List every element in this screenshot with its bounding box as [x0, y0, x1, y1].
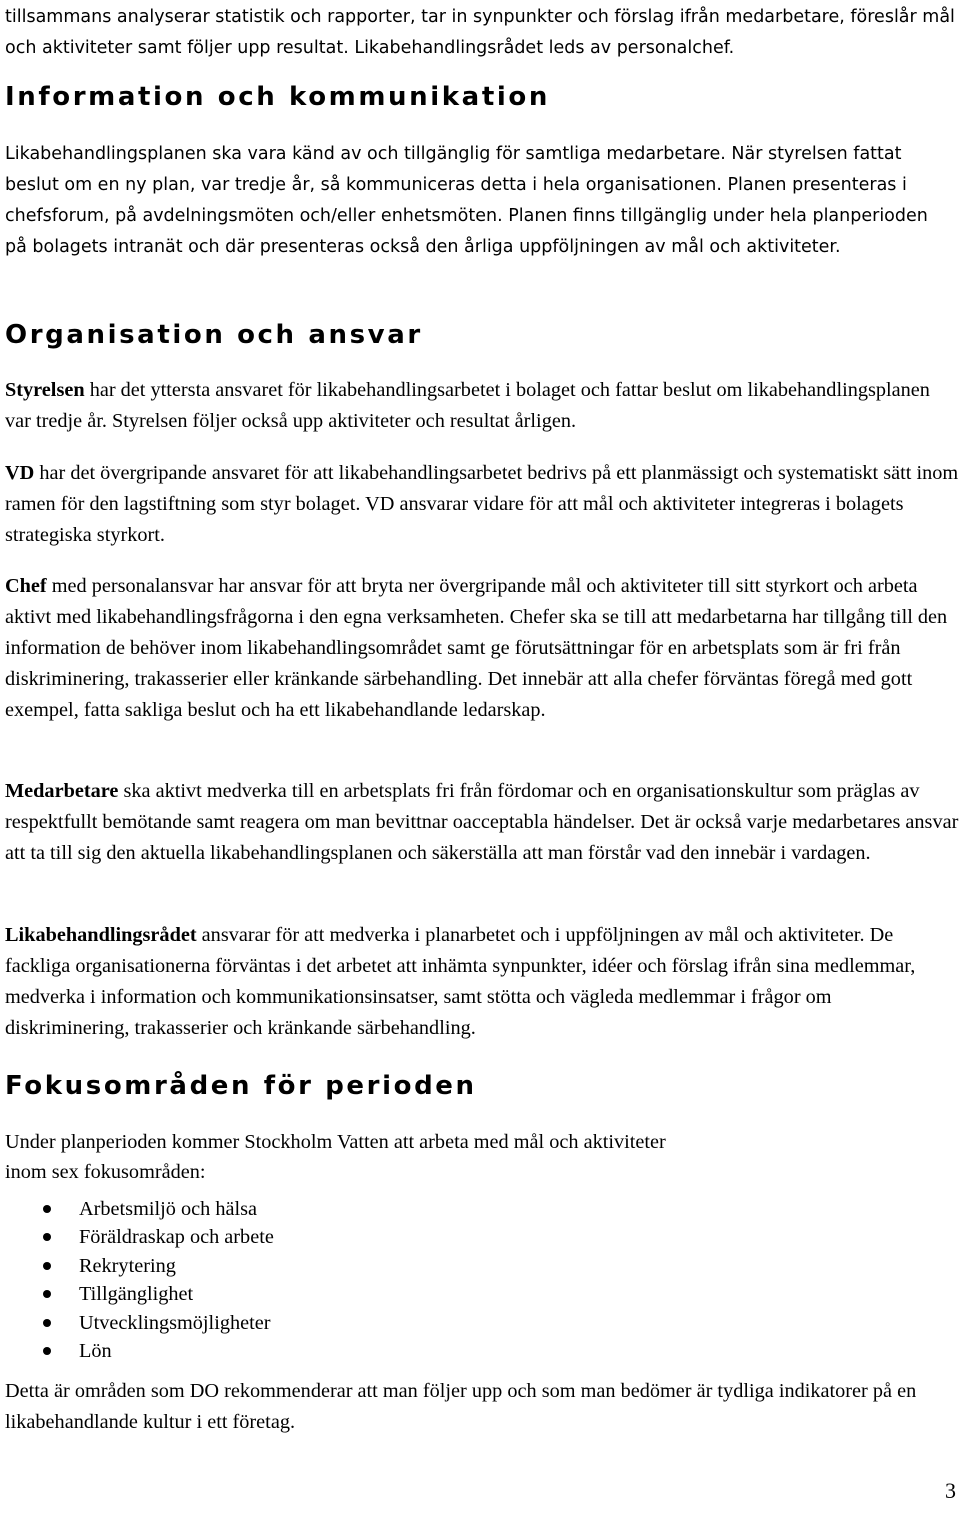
role-label: Medarbetare	[5, 780, 119, 802]
focus-area-list	[5, 1195, 274, 1365]
paragraph-likabehandlingsradet	[5, 920, 960, 1044]
list-item	[5, 1252, 274, 1280]
bullet-icon	[43, 1347, 51, 1355]
paragraph-medarbetare	[5, 776, 960, 869]
bullet-icon	[43, 1290, 51, 1298]
bullet-icon	[43, 1319, 51, 1327]
paragraph-chef	[5, 571, 960, 726]
role-text: har det övergripande ansvaret för att likabehandlingsarbetet bedrivs på ett planmässigt och systematiskt sätt inom ramen för den lagstiftning som styr bolaget. VD ansvarar vidare för att mål och aktiviteter integreras i bolagets strategiska styrkort.	[5, 462, 959, 546]
information-paragraph: Likabehandlingsplanen ska vara känd av och tillgänglig för samtliga medarbetare. När styrelsen fattat beslut om en ny plan, var tredje år, så kommuniceras detta i hela organisationen. Planen presenteras i chefsforum, på avdelningsmöten och/eller enhetsmöten. Planen finns tillgänglig under hela planperioden på bolagets intranät och där presenteras också den årliga uppföljningen av mål och aktiviteter.	[5, 144, 928, 257]
list-item	[5, 1195, 274, 1223]
list-item-label: Lön	[79, 1340, 112, 1363]
list-item	[5, 1337, 274, 1365]
heading-fokusomraden: Fokusområden för perioden	[5, 1071, 477, 1101]
role-label: Chef	[5, 575, 47, 597]
list-item-label: Arbetsmiljö och hälsa	[79, 1198, 257, 1220]
page-number: 3	[945, 1478, 956, 1503]
role-label: Likabehandlingsrådet	[5, 924, 197, 946]
role-text: har det yttersta ansvaret för likabehandlingsarbetet i bolaget och fattar beslut om likabehandlingsplanen var tredje år. Styrelsen följer också upp aktiviteter och resultat årligen.	[5, 379, 930, 432]
role-label: VD	[5, 462, 35, 484]
intro-paragraph: tillsammans analyserar statistik och rapporter, tar in synpunkter och förslag ifrån medarbetare, föreslår mål och aktiviteter samt följer upp resultat. Likabehandlingsrådet leds av personalchef.	[5, 7, 955, 58]
bullet-icon	[43, 1262, 51, 1270]
paragraph-styrelsen	[5, 375, 960, 437]
list-item-label: Rekrytering	[79, 1254, 176, 1277]
paragraph-vd	[5, 458, 960, 551]
role-label: Styrelsen	[5, 379, 85, 401]
bullet-icon	[43, 1233, 51, 1241]
list-item-label: Tillgänglighet	[79, 1283, 194, 1306]
focus-intro	[5, 1127, 960, 1187]
heading-organisation: Organisation och ansvar	[5, 320, 423, 350]
role-text: med personalansvar har ansvar för att bryta ner övergripande mål och aktiviteter till sitt styrkort och arbeta aktivt med likabehandlingsfrågorna i den egna verksamheten. Chefer ska se till att medarbetarna har tillgång till den information de behöver inom likabehandlingsområdet samt ge förutsättningar för en arbetsplats som är fri från diskriminering, trakasserier eller kränkande särbehandling. Det innebär att alla chefer förväntas föregå med gott exempel, fatta sakliga beslut och ha ett likabehandlande ledarskap.	[5, 575, 948, 721]
focus-intro-line-1: Under planperioden kommer Stockholm Vatten att arbeta med mål och aktiviteter	[5, 1131, 666, 1153]
list-item	[5, 1309, 274, 1337]
role-text: ska aktivt medverka till en arbetsplats fri från fördomar och en organisationskultur som präglas av respektfullt bemötande samt reagera om man bevittnar oacceptabla händelser. Det är också varje medarbetares ansvar att ta till sig den aktuella likabehandlingsplanen och säkerställa att man förstår vad den innebär i vardagen.	[5, 780, 959, 864]
bullet-icon	[43, 1205, 51, 1213]
list-item	[5, 1280, 274, 1308]
role-text: ansvarar för att medverka i planarbetet och i uppföljningen av mål och aktiviteter. De fackliga organisationerna förväntas i det arbetet att inhämta synpunkter, idéer och förslag ifrån sina medlemmar, medverka i information och kommunikationsinsatser, samt stötta och vägleda medlemmar i frågor om diskriminering, trakasserier och kränkande särbehandling.	[5, 924, 916, 1039]
heading-information: Information och kommunikation	[5, 82, 550, 112]
list-item-label: Föräldraskap och arbete	[79, 1226, 274, 1249]
list-item	[5, 1223, 274, 1251]
list-item-label: Utvecklingsmöjligheter	[79, 1311, 271, 1334]
focus-intro-line-2: inom sex fokusområden:	[5, 1161, 206, 1183]
focus-outro: Detta är områden som DO rekommenderar att man följer upp och som man bedömer är tydliga indikatorer på en likabehandlande kultur i ett företag.	[5, 1380, 917, 1433]
